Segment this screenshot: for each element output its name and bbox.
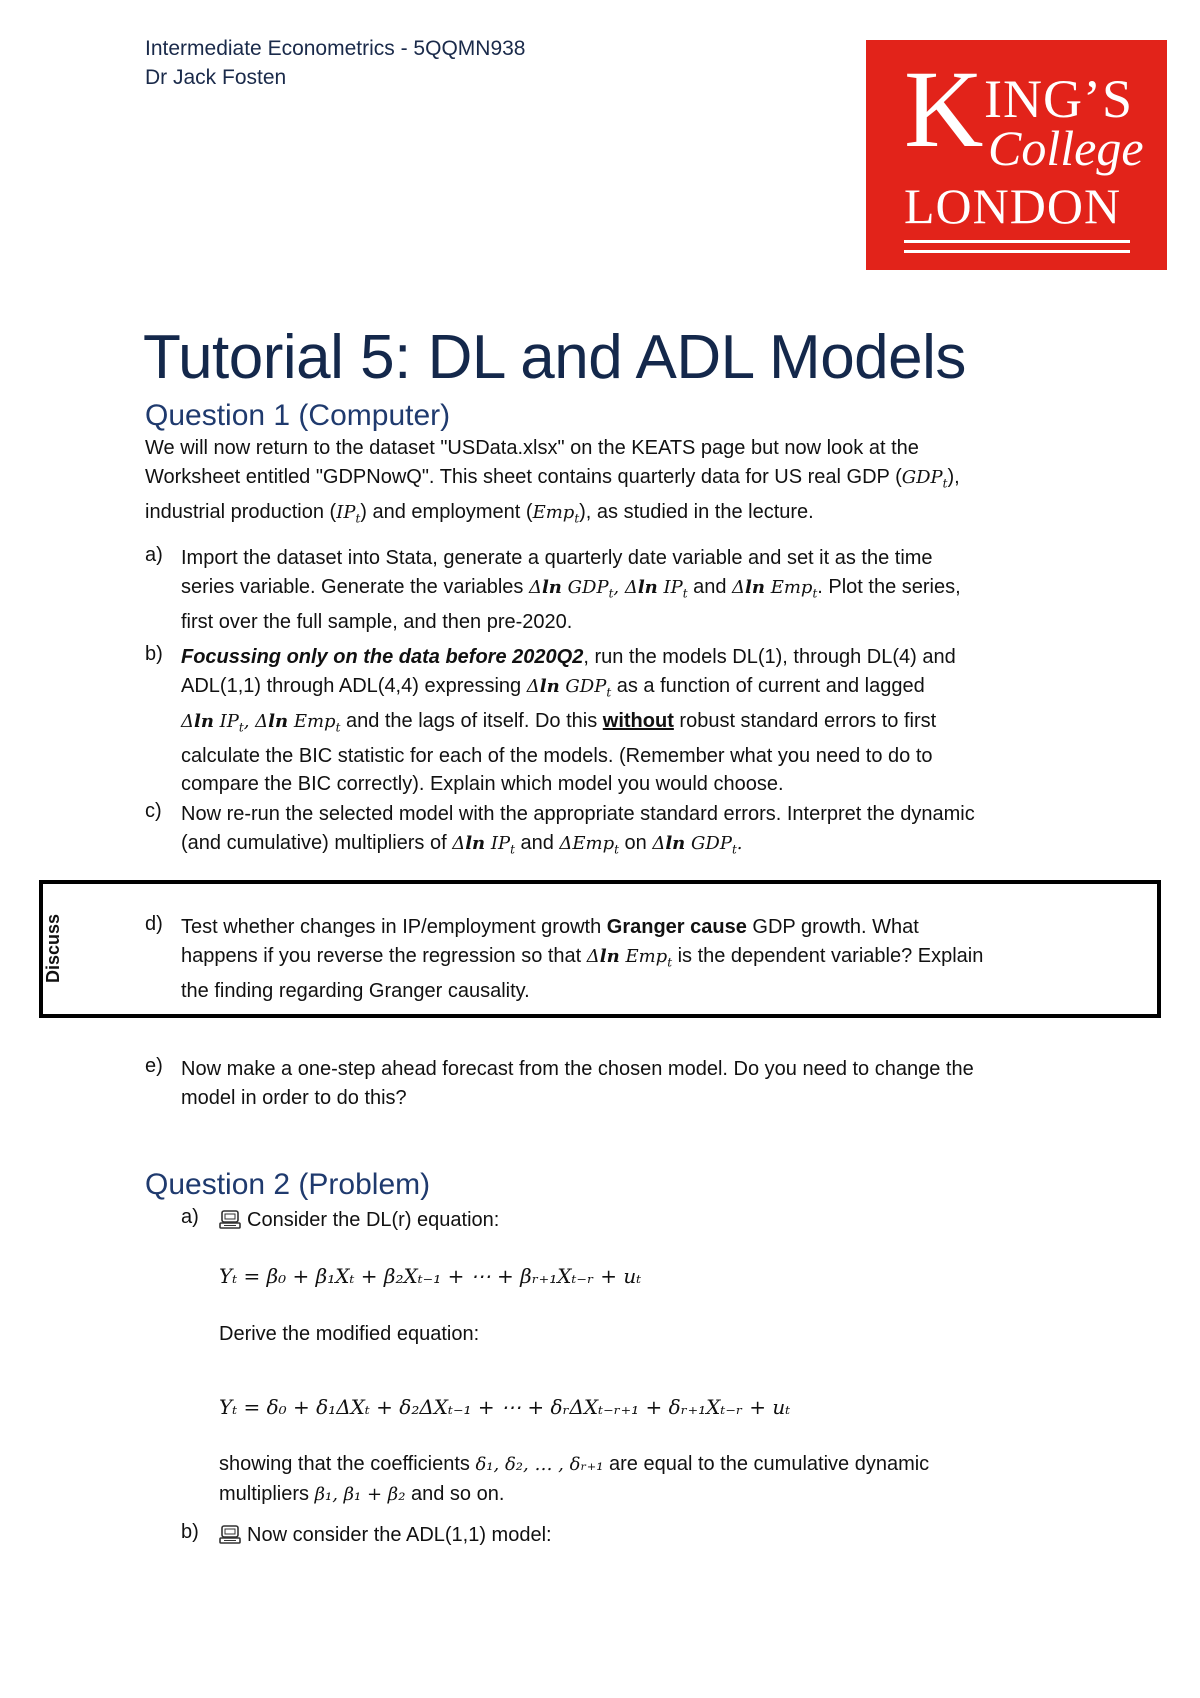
page-title: Tutorial 5: DL and ADL Models: [143, 323, 966, 392]
q2a-text: Consider the DL(r) equation:: [219, 1206, 499, 1235]
logo-ings: ING’S: [984, 69, 1133, 129]
dl-equation: Yₜ = β₀ + β₁Xₜ + β₂Xₜ₋₁ + ⋯ + βᵣ₊₁Xₜ₋ᵣ + uₜ: [219, 1264, 642, 1288]
q1-intro: [145, 434, 1105, 533]
show-text: showing that the coefficients δ₁, δ₂, … , δᵣ₊₁ are equal to the cumulative dynamic multipliers β₁, β₁ + β₂ and so on.: [219, 1453, 930, 1505]
q1b-label: b): [145, 643, 163, 665]
logo-london: LONDON: [904, 178, 1122, 234]
course-title: Intermediate Econometrics - 5QQMN938: [145, 37, 526, 60]
q1a-label: a): [145, 544, 163, 566]
q1-heading: Question 1 (Computer): [145, 399, 451, 432]
q1a-text: Import the dataset into Stata, generate a quarterly date variable and set it as the time series variable. Generate the variables Δln $GDP_t$, Δln $IP_t$ and Δln Emp$_t$. Plot the series, first over the full sample, and then pre-2020.: [181, 547, 961, 633]
computer-icon: [219, 1209, 241, 1229]
logo-rule: [904, 240, 1130, 243]
logo-k: K: [904, 48, 984, 170]
q2b-label: b): [181, 1521, 199, 1543]
kcl-logo: [866, 40, 1167, 270]
q1e-text: Now make a one-step ahead forecast from the chosen model. Do you need to change the model in order to do this?: [181, 1058, 974, 1109]
q2b-text: Now consider the ADL(1,1) model:: [219, 1521, 552, 1550]
modified-equation: Yₜ = δ₀ + δ₁ΔXₜ + δ₂ΔXₜ₋₁ + ⋯ + δᵣΔXₜ₋ᵣ₊₁ + δᵣ₊₁Xₜ₋ᵣ + uₜ: [219, 1395, 791, 1419]
q1-intro-line: We will now return to the dataset "USData.xlsx" on the KEATS page but now look at the: [145, 437, 919, 459]
q2-heading: Question 2 (Problem): [145, 1168, 431, 1201]
computer-icon: [219, 1524, 241, 1544]
logo-college: College: [988, 120, 1144, 176]
q1d-text: Test whether changes in IP/employment growth Granger cause GDP growth. What happens if you reverse the regression so that Δln Emp$_t$ is the dependent variable? Explain the finding regarding Granger causality.: [181, 916, 984, 1002]
q1-intro-line: Worksheet entitled "GDPNowQ". This sheet contains quarterly data for US real GDP $(GDP_t)$,: [145, 465, 960, 491]
q1-intro-line: industrial production $(IP_t)$ and employment (Emp$_t$), as studied in the lecture.: [145, 500, 814, 526]
discuss-label: Discuss: [43, 913, 64, 984]
q1c-text: Now re-run the selected model with the appropriate standard errors. Interpret the dynamic (and cumulative) multipliers of Δln $IP_t$ and ΔEmp$_t$ on Δln $GDP_t$.: [181, 803, 975, 857]
logo-rule: [904, 250, 1130, 253]
derive-text: Derive the modified equation:: [219, 1323, 480, 1345]
q1c-label: c): [145, 800, 162, 822]
q1e-label: e): [145, 1055, 163, 1077]
q2a-label: a): [181, 1206, 199, 1228]
q1d-label: d): [145, 913, 163, 935]
q1b-text: Focussing only on the data before 2020Q2, run the models DL(1), through DL(4) and ADL(1,1) through ADL(4,4) expressing Δln $GDP_t$ as a function of current and lagged Δln $IP_t$, Δln Emp$_t$ and the lags of itself. Do this without robust standard errors to first calculate the BIC statistic for each of the models. (Remember what you need to do to compare the BIC correctly). Explain which model you would choose.: [181, 646, 956, 796]
lecturer-name: Dr Jack Fosten: [145, 66, 287, 89]
